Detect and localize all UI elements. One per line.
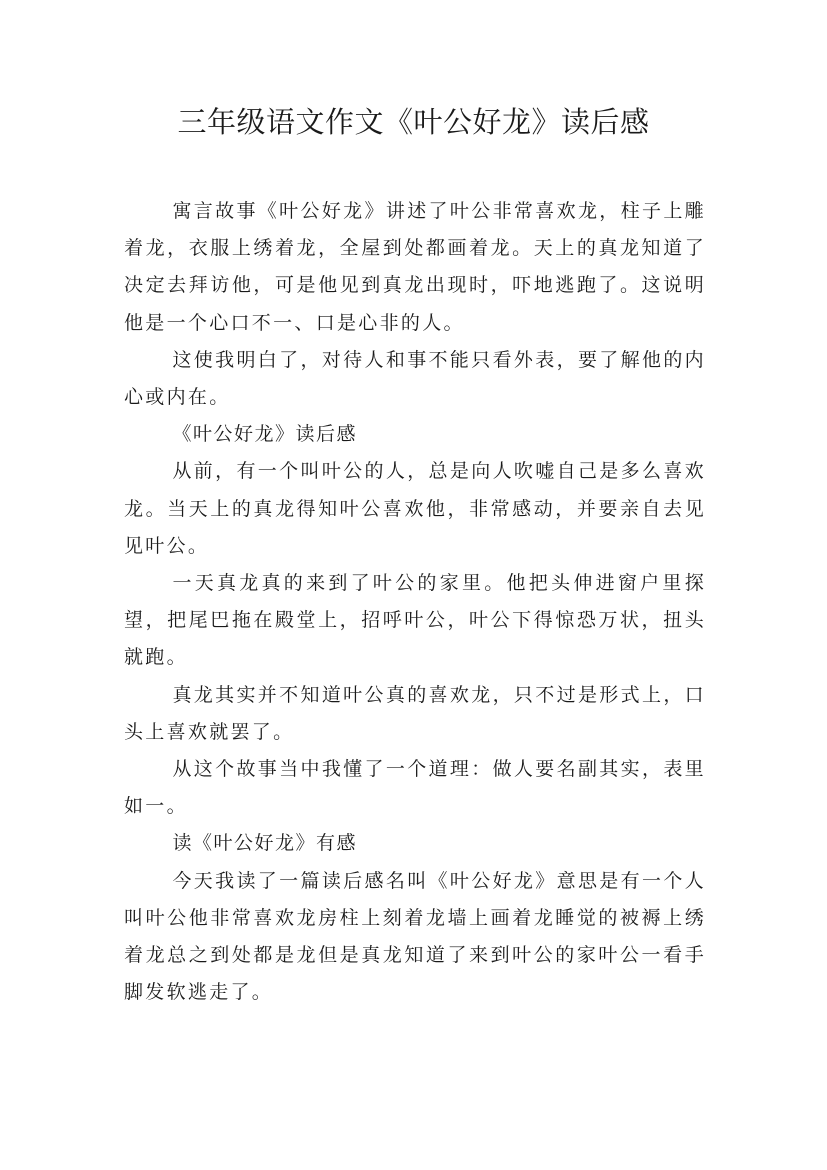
- document-title: 三年级语文作文《叶公好龙》读后感: [177, 105, 650, 139]
- paragraph-3: 从前，有一个叫叶公的人，总是向人吹嘘自己是多么喜欢龙。当天上的真龙得知叶公喜欢他，非常感动，并要亲自去见见叶公。: [124, 460, 706, 557]
- paragraph-1: 寓言故事《叶公好龙》讲述了叶公非常喜欢龙，柱子上雕着龙，衣服上绣着龙，全屋到处都画着龙。天上的真龙知道了决定去拜访他，可是他见到真龙出现时，吓地逃跑了。这说明他是一个心口不一、口是心非的人。: [124, 200, 706, 334]
- section-heading-2: 读《叶公好龙》有感: [172, 832, 357, 855]
- document-body: [124, 193, 706, 1011]
- section-heading-1: 《叶公好龙》读后感: [172, 423, 357, 446]
- paragraph-2: 这使我明白了，对待人和事不能只看外表，要了解他的内心或内在。: [124, 348, 706, 409]
- paragraph-7: 今天我读了一篇读后感名叫《叶公好龙》意思是有一个人叫叶公他非常喜欢龙房柱上刻着龙墙上画着龙睡觉的被褥上绣着龙总之到处都是龙但是真龙知道了来到叶公的家叶公一看手脚发软逃走了。: [124, 869, 706, 1004]
- paragraph-4: 一天真龙真的来到了叶公的家里。他把头伸进窗户里探望，把尾巴拖在殿堂上，招呼叶公，叶公下得惊恐万状，扭头就跑。: [124, 572, 706, 669]
- paragraph-6: 从这个故事当中我懂了一个道理：做人要名副其实，表里如一。: [124, 758, 706, 818]
- paragraph-5: 真龙其实并不知道叶公真的喜欢龙，只不过是形式上，口头上喜欢就罢了。: [124, 683, 706, 743]
